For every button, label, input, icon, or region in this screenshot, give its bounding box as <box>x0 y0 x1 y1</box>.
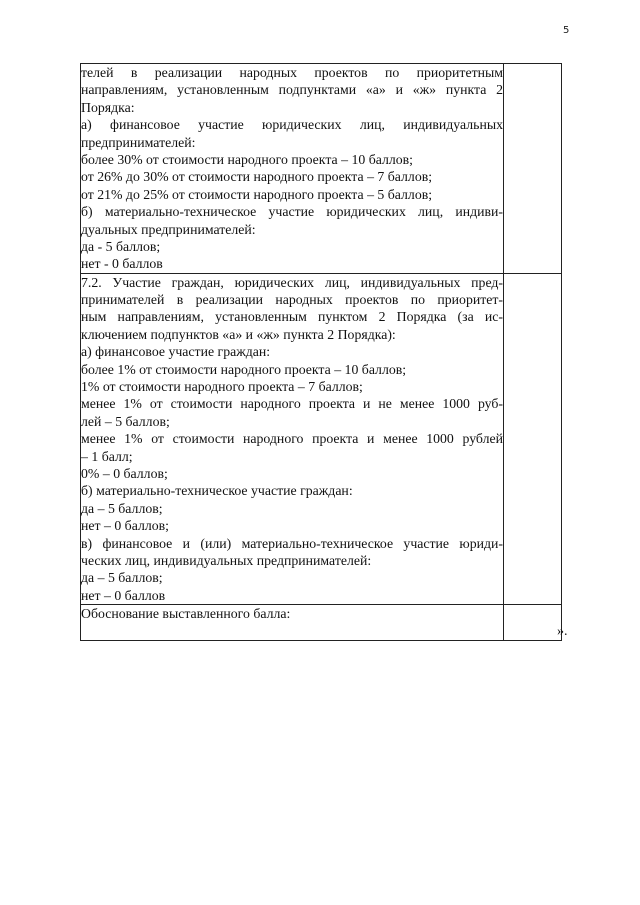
text-line: лей – 5 баллов; <box>81 413 170 429</box>
text-line: а) финансовое участие граждан: <box>81 344 271 360</box>
text-line: ключением подпунктов «а» и «ж» пункта 2 Порядка): <box>81 326 396 342</box>
justification-cell <box>81 605 504 641</box>
criteria-table <box>80 63 562 641</box>
text-line: менее 1% от стоимости народного проекта и не менее 1000 руб- <box>81 396 503 412</box>
text-line: Обоснование выставленного балла: <box>81 606 291 622</box>
text-line: Порядка: <box>81 99 135 115</box>
table-row <box>81 605 562 641</box>
text-line: дуальных предпринимателей: <box>81 221 256 237</box>
text-line: телей в реализации народных проектов по приоритетным <box>81 65 503 80</box>
table-row <box>81 64 562 274</box>
text-line: 0% – 0 баллов; <box>81 465 168 481</box>
text-line: ческих лиц, индивидуальных предпринимателей: <box>81 552 372 568</box>
text-line: да - 5 баллов; <box>81 238 161 254</box>
criteria-text-cell <box>81 64 504 274</box>
text-line: нет – 0 баллов; <box>81 518 169 534</box>
text-line: менее 1% от стоимости народного проекта и менее 1000 рублей <box>81 431 503 447</box>
text-line: а) финансовое участие юридических лиц, индивидуальных <box>81 117 503 133</box>
text-line: нет - 0 баллов <box>81 256 163 272</box>
page-number: 5 <box>563 25 570 36</box>
blank-line <box>81 623 503 640</box>
text-line: более 1% от стоимости народного проекта – 10 баллов; <box>81 361 407 377</box>
table-row <box>81 273 562 604</box>
text-line: – 1 балл; <box>81 448 133 464</box>
text-line: 1% от стоимости народного проекта – 7 баллов; <box>81 379 363 395</box>
text-line: в) финансовое и (или) материально-техническое участие юриди- <box>81 535 503 551</box>
score-cell <box>504 605 562 641</box>
text-line: да – 5 баллов; <box>81 500 163 516</box>
closing-quote: ». <box>557 624 568 639</box>
text-line: б) материально-техническое участие юридических лиц, индиви- <box>81 204 503 220</box>
text-line: нет – 0 баллов <box>81 587 166 603</box>
score-cell <box>504 64 562 274</box>
text-line: ным направлениям, установленным пунктом 2 Порядка (за ис- <box>81 309 503 325</box>
criteria-text-cell <box>81 273 504 604</box>
text-line: 7.2. Участие граждан, юридических лиц, индивидуальных пред- <box>81 274 503 290</box>
text-line: от 26% до 30% от стоимости народного проекта – 7 баллов; <box>81 169 433 185</box>
text-line: б) материально-техническое участие граждан: <box>81 483 353 499</box>
text-line: да – 5 баллов; <box>81 570 163 586</box>
text-line: более 30% от стоимости народного проекта – 10 баллов; <box>81 151 413 167</box>
text-line: предпринимателей: <box>81 134 196 150</box>
text-line: принимателей в реализации народных проектов по приоритет- <box>81 292 503 308</box>
score-cell <box>504 273 562 604</box>
text-line: от 21% до 25% от стоимости народного проекта – 5 баллов; <box>81 186 433 202</box>
text-line: направлениям, установленным подпунктами «а» и «ж» пункта 2 <box>81 82 503 98</box>
